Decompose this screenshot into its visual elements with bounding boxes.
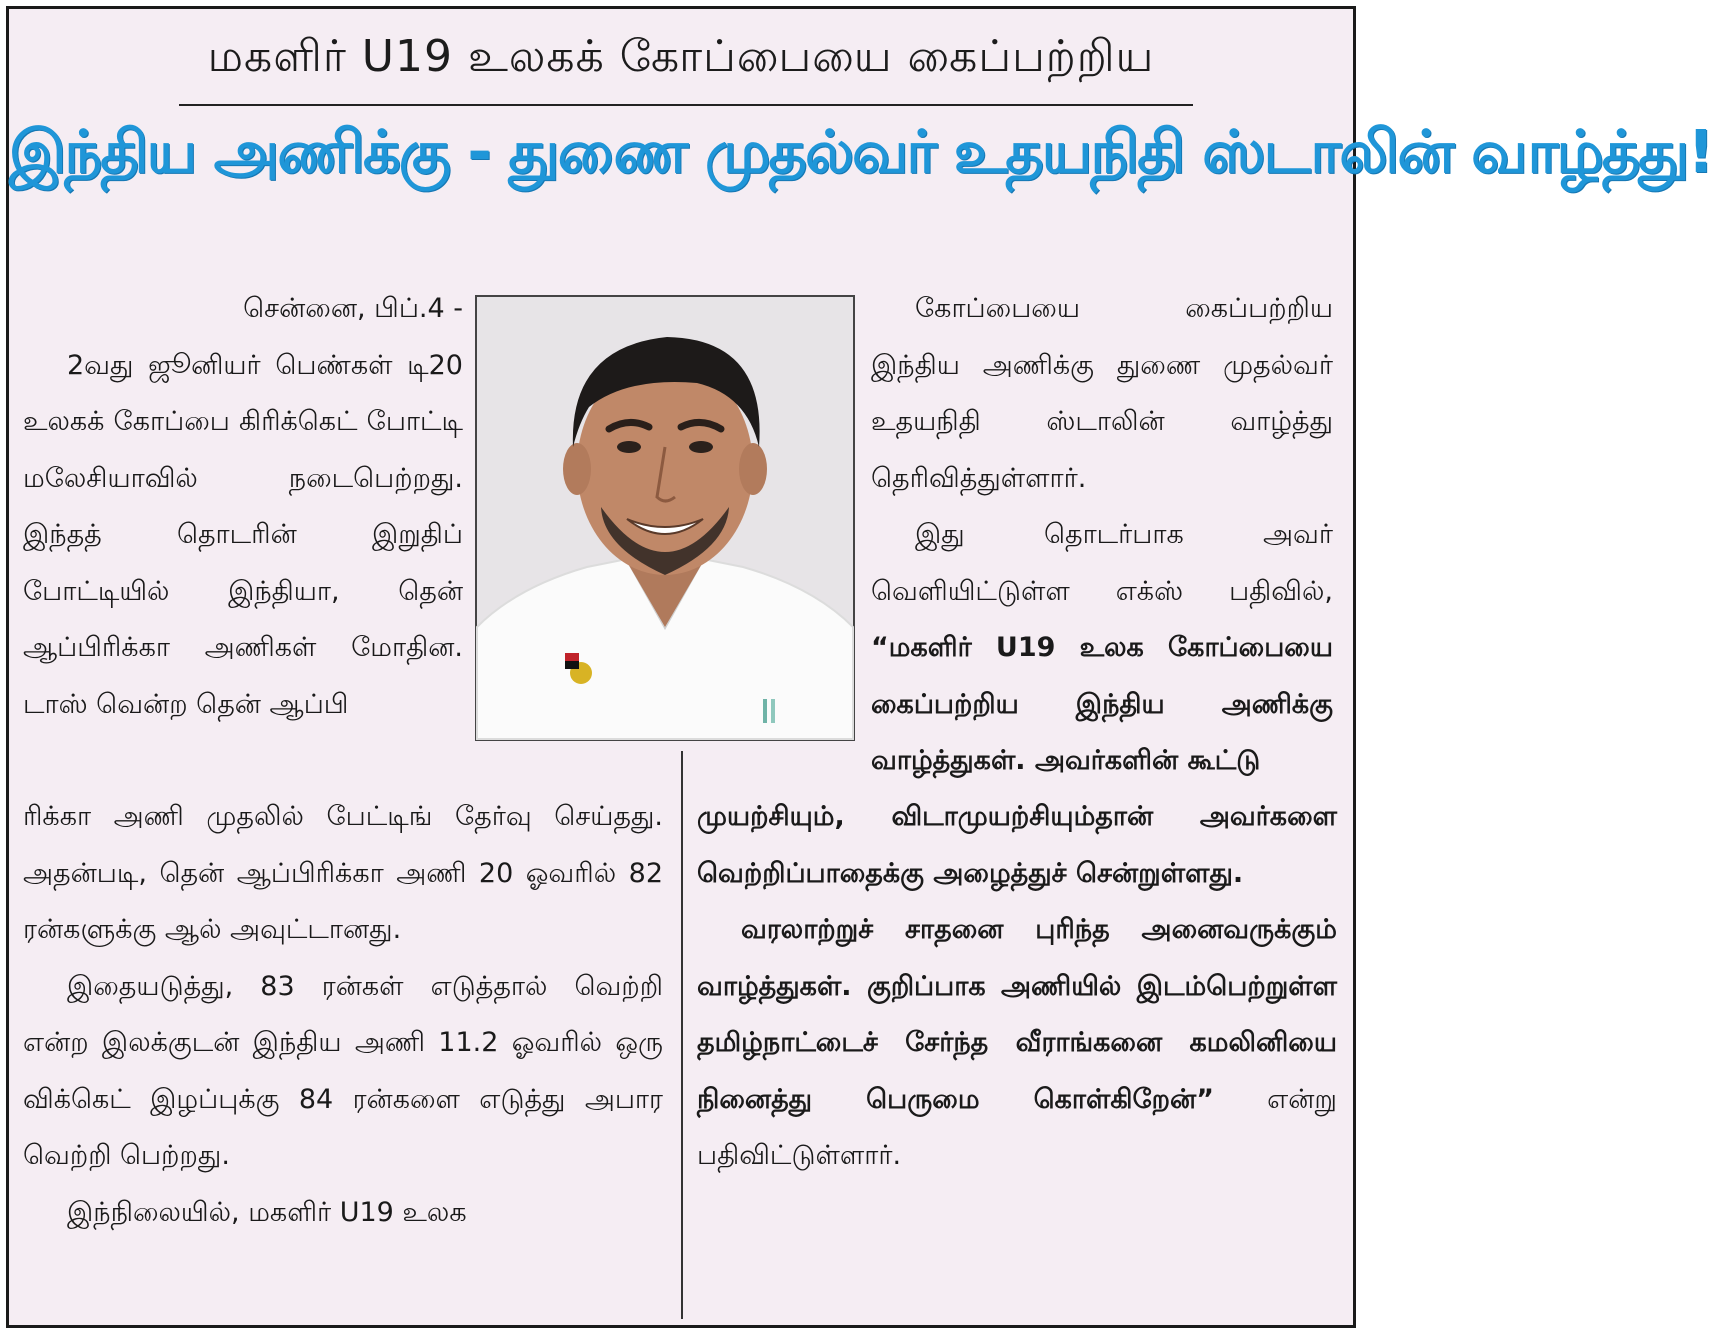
paragraph: இந்நிலையில், மகளிர் U19 உலக (67, 1196, 467, 1228)
portrait-illustration (477, 297, 853, 739)
dateline: சென்னை, பிப்.4 - (243, 293, 463, 324)
paragraph: கோப்பையை கைப்பற்றிய இந்திய அணிக்கு துணை முதல்வர் உதயநிதி ஸ்டாலின் வாழ்த்து தெரிவித்துள்ளார். (871, 293, 1333, 494)
paragraph: இதையடுத்து, 83 ரன்கள் எடுத்தால் வெற்றி என்ற இலக்குடன் இந்திய அணி 11.2 ஓவரில் ஒரு விக்கெட் இழப்புக்கு 84 ரன்களை எடுத்து அபார வெற்றி பெற்றது. (23, 970, 663, 1171)
paragraph-quote-start (871, 507, 1333, 790)
column-right-top (871, 281, 1333, 790)
portrait-photo (475, 295, 855, 741)
paragraph-text: என்று பதிவிட்டுள்ளார். (697, 1083, 1338, 1171)
column-left-bottom (23, 789, 663, 1241)
kicker-line: மகளிர் U19 உலகக் கோப்பையை கைப்பற்றிய (207, 31, 1155, 82)
kicker-divider (179, 104, 1193, 106)
column-left-top (23, 281, 463, 733)
paragraph-quote-end (697, 902, 1337, 1185)
quote-text: முயற்சியும், விடாமுயற்சியும்தான் அவர்களை வெற்றிப்பாதைக்கு அழைத்துச் சென்றுள்ளது. (697, 801, 1337, 889)
newspaper-clipping (6, 6, 1712, 1328)
quote-text: “மகளிர் U19 உலக கோப்பையை கைப்பற்றிய இந்திய அணிக்கு வாழ்த்துகள். அவர்களின் கூட்டு (871, 632, 1333, 776)
headline: இந்திய அணிக்கு - துணை முதல்வர் உதயநிதி ஸ்டாலின் வாழ்த்து! (9, 117, 1712, 186)
column-divider (681, 751, 683, 1319)
quote-text: வரலாற்றுச் சாதனை புரிந்த அனைவருக்கும் வாழ்த்துகள். குறிப்பாக அணியில் இடம்பெற்றுள்ள தமிழ்நாட்டைச் சேர்ந்த வீராங்கனை கமலினியை நினைத்து பெருமை கொள்கிறேன்” (697, 914, 1337, 1115)
paragraph: 2வது ஜூனியர் பெண்கள் டி20 உலகக் கோப்பை கிரிக்கெட் போட்டி மலேசியாவில் நடைபெற்றது. இந்தத் தொடரின் இறுதிப் போட்டியில் இந்தியா, தென் ஆப்பிரிக்கா அணிகள் மோதின. டாஸ் வென்ற தென் ஆப்பி (23, 349, 463, 720)
paragraph-text: இது தொடர்பாக அவர் வெளியிட்டுள்ள எக்ஸ் பதிவில், (871, 519, 1333, 607)
paragraph: ரிக்கா அணி முதலில் பேட்டிங் தேர்வு செய்தது. அதன்படி, தென் ஆப்பிரிக்கா அணி 20 ஓவரில் 82 ரன்களுக்கு ஆல் அவுட்டானது. (23, 801, 663, 945)
column-right-bottom (697, 789, 1337, 1185)
